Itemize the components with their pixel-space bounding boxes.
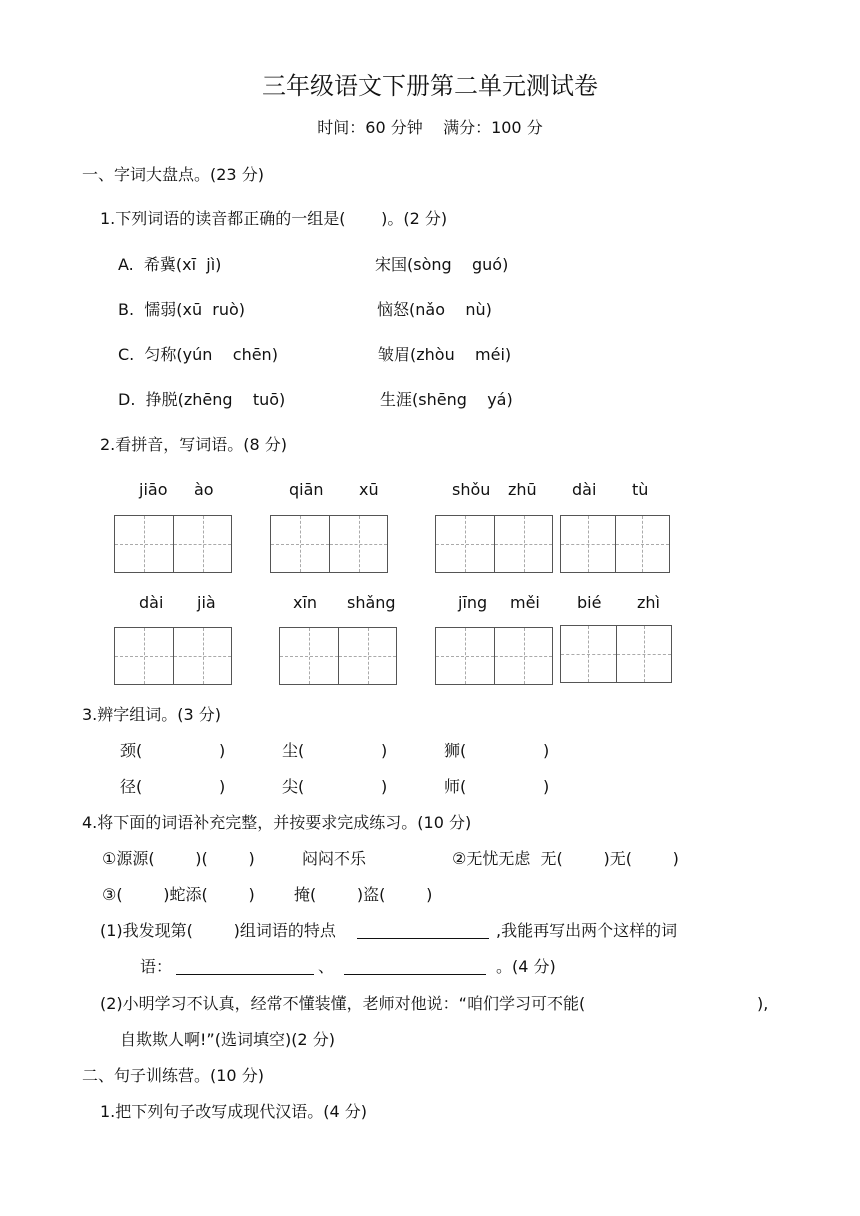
pinyin: jià bbox=[197, 593, 216, 612]
idiom-fill: ②无忧无虑 无( )无( ) bbox=[452, 849, 679, 868]
option-c-left: C. 匀称(yún chēn) bbox=[118, 345, 278, 364]
char-group: 颈( bbox=[120, 741, 143, 760]
char-group: 径( bbox=[120, 777, 143, 796]
option-d-right: 生涯(shēng yá) bbox=[380, 390, 513, 409]
pinyin: qiān bbox=[289, 480, 324, 499]
pinyin: bié bbox=[577, 593, 602, 612]
pinyin: měi bbox=[510, 593, 540, 612]
option-d-left: D. 挣脱(zhēng tuō) bbox=[118, 390, 286, 409]
char-group: 尘( bbox=[282, 741, 305, 760]
writing-grid[interactable] bbox=[560, 515, 670, 573]
pinyin: xīn bbox=[293, 593, 318, 612]
section-2-question-1: 1.把下列句子改写成现代汉语。(4 分) bbox=[100, 1102, 368, 1121]
char-group-close: ) bbox=[219, 777, 226, 796]
char-group: 师( bbox=[444, 777, 467, 796]
answer-blank[interactable] bbox=[357, 924, 489, 939]
question-2-stem: 2.看拼音，写词语。(8 分) bbox=[100, 435, 288, 454]
pinyin: zhì bbox=[637, 593, 660, 612]
pinyin: dài bbox=[572, 480, 597, 499]
writing-grid[interactable] bbox=[114, 515, 232, 573]
char-group-close: ) bbox=[381, 741, 388, 760]
writing-grid[interactable] bbox=[114, 627, 232, 685]
writing-grid[interactable] bbox=[560, 625, 672, 683]
char-group-close: ) bbox=[219, 741, 226, 760]
sub-question-2-close: ), bbox=[757, 994, 769, 1013]
question-1-stem: 1.下列词语的读音都正确的一组是( )。(2 分) bbox=[100, 209, 448, 228]
option-a-right: 宋国(sòng guó) bbox=[375, 255, 509, 274]
writing-grid[interactable] bbox=[435, 627, 553, 685]
pinyin: xū bbox=[359, 480, 379, 499]
char-group-close: ) bbox=[543, 777, 550, 796]
score-note: 。(4 分) bbox=[496, 957, 556, 976]
idiom-fill: ③( )蛇添( ) bbox=[102, 885, 255, 904]
idiom-fill: ①源源( )( ) bbox=[102, 849, 255, 868]
separator: 、 bbox=[318, 957, 335, 976]
pinyin: tù bbox=[632, 480, 649, 499]
sub-question-1-cont: ,我能再写出两个这样的词 bbox=[496, 921, 678, 940]
answer-blank[interactable] bbox=[176, 960, 314, 975]
writing-grid[interactable] bbox=[435, 515, 553, 573]
pinyin: dài bbox=[139, 593, 164, 612]
option-b-right: 恼怒(nǎo nù) bbox=[377, 300, 492, 319]
exam-meta: 时间：60 分钟 满分：100 分 bbox=[317, 118, 543, 137]
idiom: 闷闷不乐 bbox=[302, 849, 367, 868]
question-3-stem: 3.辨字组词。(3 分) bbox=[82, 705, 222, 724]
pinyin: jīng bbox=[458, 593, 488, 612]
option-b-left: B. 懦弱(xū ruò) bbox=[118, 300, 246, 319]
sub-question-1-label: 语： bbox=[140, 957, 173, 976]
pinyin: ào bbox=[194, 480, 214, 499]
pinyin: shǒu bbox=[452, 480, 491, 499]
answer-blank[interactable] bbox=[344, 960, 486, 975]
section-1-heading: 一、字词大盘点。(23 分) bbox=[82, 165, 264, 184]
char-group: 狮( bbox=[444, 741, 467, 760]
char-group-close: ) bbox=[381, 777, 388, 796]
sub-question-2-cont: 自欺欺人啊!”(选词填空)(2 分) bbox=[120, 1030, 335, 1049]
sub-question-1: (1)我发现第( )组词语的特点 bbox=[100, 921, 336, 940]
page-title: 三年级语文下册第二单元测试卷 bbox=[262, 72, 598, 100]
pinyin: shǎng bbox=[347, 593, 396, 612]
char-group: 尖( bbox=[282, 777, 305, 796]
section-2-heading: 二、句子训练营。(10 分) bbox=[82, 1066, 264, 1085]
option-a-left: A. 希冀(xī jì) bbox=[118, 255, 222, 274]
writing-grid[interactable] bbox=[270, 515, 388, 573]
pinyin: zhū bbox=[508, 480, 537, 499]
sub-question-2: (2)小明学习不认真，经常不懂装懂，老师对他说：“咱们学习可不能( bbox=[100, 994, 586, 1013]
idiom-fill: 掩( )盗( ) bbox=[294, 885, 433, 904]
option-c-right: 皱眉(zhòu méi) bbox=[378, 345, 512, 364]
question-4-stem: 4.将下面的词语补充完整，并按要求完成练习。(10 分) bbox=[82, 813, 472, 832]
char-group-close: ) bbox=[543, 741, 550, 760]
pinyin: jiāo bbox=[139, 480, 168, 499]
writing-grid[interactable] bbox=[279, 627, 397, 685]
